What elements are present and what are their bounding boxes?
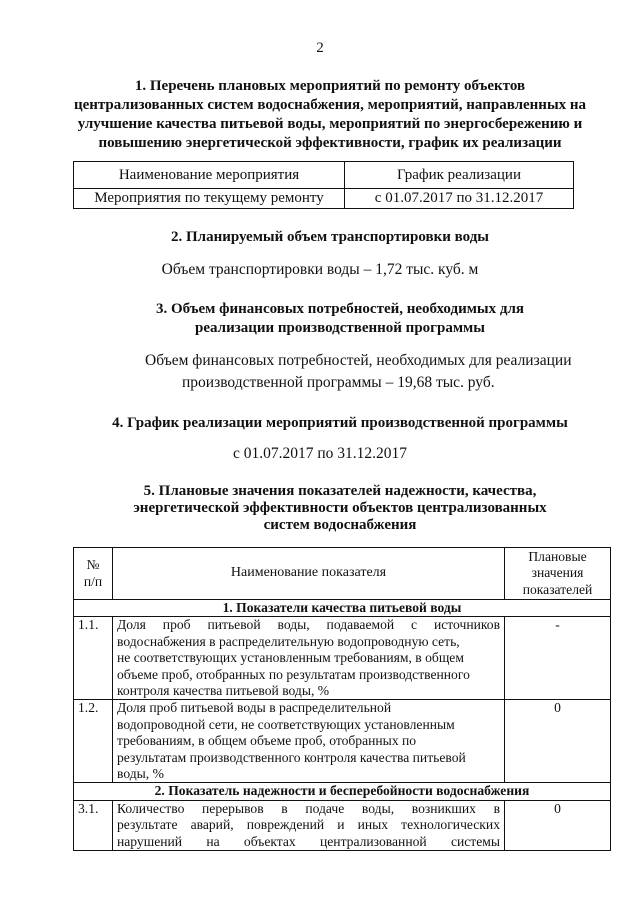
header-value-line: показателей — [522, 581, 593, 597]
row-value: - — [505, 617, 611, 700]
header-value — [505, 548, 611, 600]
section4-heading: 4. График реализации мероприятий производственной программы — [112, 415, 568, 431]
row-line: требованиям, в общем объеме проб, отобранных по — [117, 733, 417, 749]
table-row — [74, 617, 611, 700]
table-header-row — [74, 162, 574, 189]
header-num — [74, 548, 113, 600]
header-activity: Наименование мероприятия — [74, 162, 345, 189]
heading-line: централизованных систем водоснабжения, мероприятий, направленных на — [73, 97, 587, 113]
heading-line: 1. Перечень плановых мероприятий по ремонту объектов — [134, 78, 526, 94]
section4-text: с 01.07.2017 по 31.12.2017 — [232, 445, 408, 462]
row-line: Количество перерывов в подаче воды, возникших в — [117, 800, 500, 816]
group-row — [74, 783, 611, 800]
section2-text: Объем транспортировки воды – 1,72 тыс. куб. м — [161, 261, 479, 278]
text-line: производственной программы – 19,68 тыс. руб. — [182, 374, 495, 391]
heading-line: улучшение качества питьевой воды, мероприятий по энергосбережению и — [77, 116, 583, 132]
header-value-line: значения — [531, 565, 584, 581]
header-name: Наименование показателя — [113, 548, 505, 600]
heading-line: систем водоснабжения — [263, 517, 417, 533]
cell-activity: Мероприятия по текущему ремонту — [74, 189, 345, 209]
header-schedule: График реализации — [345, 162, 574, 189]
activities-table — [73, 161, 574, 209]
row-name — [113, 617, 505, 700]
row-num: 1.1. — [74, 617, 113, 700]
table-header-row — [74, 548, 611, 600]
row-name — [113, 800, 505, 850]
table-row — [74, 700, 611, 783]
page-number: 2 — [316, 40, 324, 56]
header-value-line: Плановые — [528, 548, 587, 564]
row-line: нарушений на объектах централизованной системы — [117, 833, 500, 849]
row-line: не соответствующих установленным требованиям, в общем — [117, 650, 464, 666]
heading-line: 5. Плановые значения показателей надежности, качества, — [143, 483, 537, 499]
row-line: воды, % — [117, 766, 164, 782]
cell-schedule: с 01.07.2017 по 31.12.2017 — [345, 189, 574, 209]
row-line: результате аварий, повреждений и иных технологических — [117, 817, 500, 833]
row-line: контроля качества питьевой воды, % — [117, 683, 330, 699]
section3-text — [0, 350, 640, 394]
row-line: результатам производственного контроля качества питьевой — [117, 749, 466, 765]
row-line: объеме проб, отобранных по результатам производственного — [117, 666, 470, 682]
section2-heading: 2. Планируемый объем транспортировки воды — [171, 229, 489, 245]
row-value: 0 — [505, 800, 611, 850]
row-num: 1.2. — [74, 700, 113, 783]
row-num: 3.1. — [74, 800, 113, 850]
row-line: водопроводной сети, не соответствующих установленным — [117, 716, 455, 732]
heading-line: повышению энергетической эффективности, график их реализации — [98, 135, 562, 151]
group-heading: 1. Показатели качества питьевой воды — [74, 600, 611, 617]
indicators-table — [73, 547, 611, 851]
table-row — [74, 800, 611, 850]
heading-line: 3. Объем финансовых потребностей, необходимых для — [155, 301, 525, 317]
header-num-line: № — [86, 557, 100, 573]
row-line: Доля проб питьевой воды в распределительной — [117, 700, 392, 716]
section1-heading — [60, 77, 600, 153]
text-line: Объем финансовых потребностей, необходимых для реализации — [145, 352, 572, 369]
row-line: Доля проб питьевой воды, подаваемой с источников — [117, 617, 500, 633]
heading-line: реализации производственной программы — [195, 320, 485, 336]
header-num-line: п/п — [83, 573, 103, 589]
row-line: водоснабжения в распределительную водопроводную сеть, — [117, 633, 460, 649]
section5-heading — [60, 483, 620, 534]
group-row — [74, 600, 611, 617]
row-name — [113, 700, 505, 783]
section3-heading — [60, 300, 620, 338]
table-row — [74, 189, 574, 209]
heading-line: энергетической эффективности объектов централизованных — [133, 500, 547, 516]
row-value: 0 — [505, 700, 611, 783]
group-heading: 2. Показатель надежности и бесперебойности водоснабжения — [74, 783, 611, 800]
